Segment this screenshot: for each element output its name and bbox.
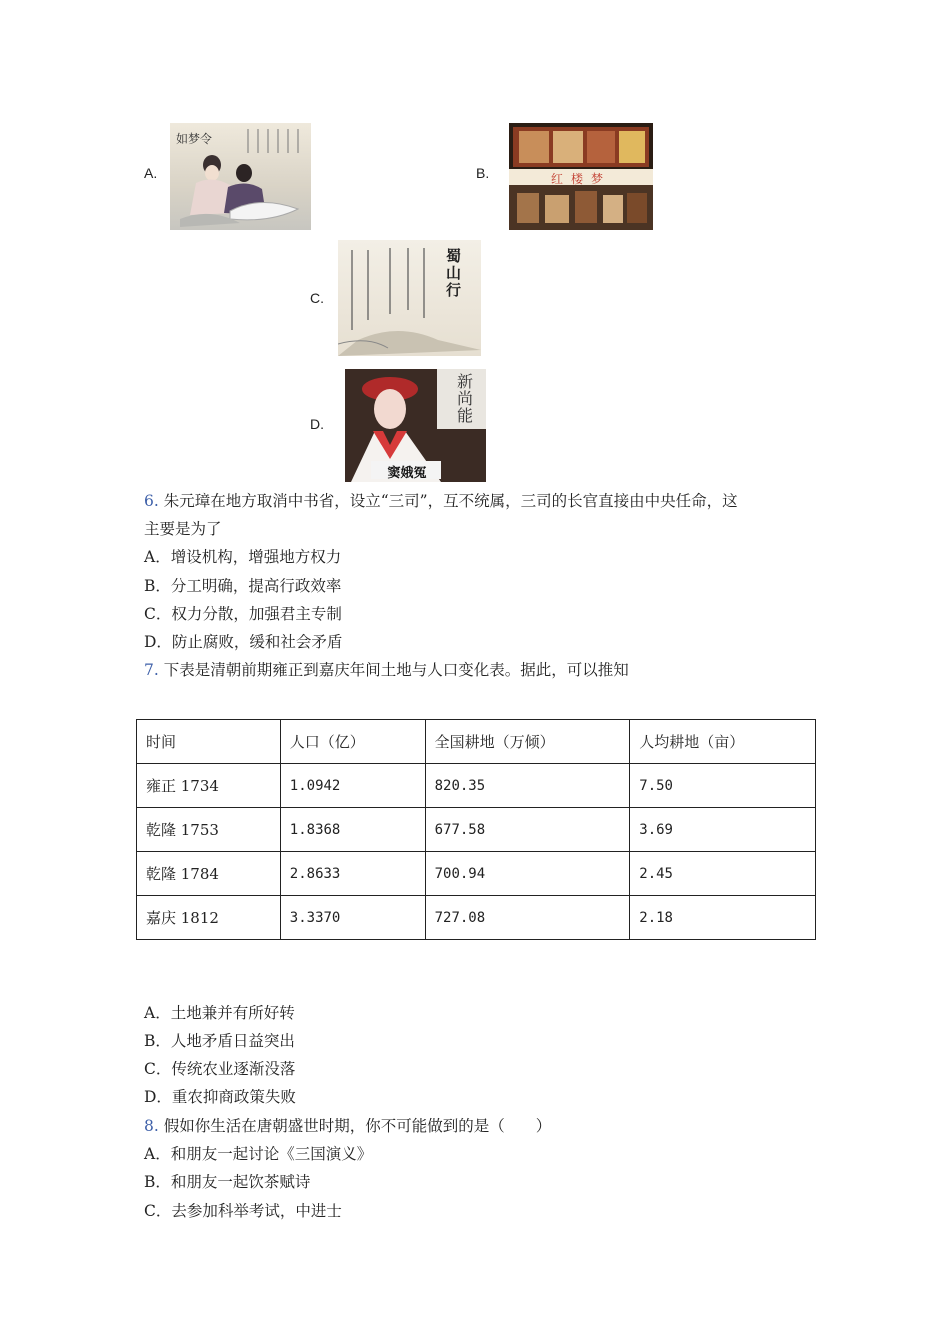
table-cell: 3.3370	[280, 896, 425, 940]
q8-option-a[interactable]: A．和朋友一起讨论《三国演义》	[144, 1145, 373, 1163]
table-header-cell: 全国耕地（万倾）	[425, 720, 630, 764]
table-row	[137, 896, 816, 940]
option-a-image	[170, 123, 311, 230]
option-b-image	[509, 123, 653, 230]
q8-stem	[144, 1115, 551, 1137]
option-a-label: A.	[144, 165, 158, 181]
q6-option-a[interactable]: A．增设机构，增强地方权力	[144, 548, 342, 566]
table-cell: 雍正 1734	[137, 764, 281, 808]
table-cell: 嘉庆 1812	[137, 896, 281, 940]
q7-number: 7.	[144, 661, 159, 679]
table-header-cell: 时间	[137, 720, 281, 764]
q6-option-b[interactable]: B．分工明确，提高行政效率	[144, 577, 342, 595]
table-cell: 700.94	[425, 852, 630, 896]
table-cell: 2.45	[630, 852, 816, 896]
table-row	[137, 808, 816, 852]
table-header-row	[137, 720, 816, 764]
table-cell: 2.18	[630, 896, 816, 940]
table-header-cell: 人口（亿）	[280, 720, 425, 764]
table-cell: 1.8368	[280, 808, 425, 852]
q7-option-c[interactable]: C．传统农业逐渐没落	[144, 1060, 296, 1078]
option-c-image	[338, 240, 481, 356]
q6-number: 6.	[144, 492, 159, 510]
table-cell: 677.58	[425, 808, 630, 852]
q6-option-c[interactable]: C．权力分散，加强君主专制	[144, 605, 342, 623]
q7-option-a[interactable]: A．土地兼并有所好转	[144, 1004, 295, 1022]
q7-stem-text: 下表是清朝前期雍正到嘉庆年间土地与人口变化表。据此，可以推知	[163, 661, 629, 679]
option-d-image-caption: 窦娥冤	[387, 466, 427, 481]
option-c-label: C.	[310, 290, 324, 306]
option-a-image-title-art: 如梦令	[176, 132, 213, 146]
option-d-image	[345, 369, 486, 482]
q6-stem-line2: 主要是为了	[144, 520, 222, 538]
table-cell: 乾隆 1784	[137, 852, 281, 896]
q8-number: 8.	[144, 1117, 159, 1135]
q7-option-b[interactable]: B．人地矛盾日益突出	[144, 1032, 295, 1050]
option-d-image-title: 新尚能	[457, 372, 474, 425]
table-row	[137, 852, 816, 896]
q6-stem-line1	[144, 490, 738, 512]
option-b-label: B.	[476, 165, 490, 181]
option-b-image-banner: 红楼梦	[550, 172, 611, 186]
q8-option-b[interactable]: B．和朋友一起饮茶赋诗	[144, 1173, 311, 1191]
option-c-image-title: 蜀山行	[446, 247, 462, 299]
population-land-table	[136, 719, 816, 940]
table-cell: 2.8633	[280, 852, 425, 896]
table-header-cell: 人均耕地（亩）	[630, 720, 816, 764]
table-cell: 727.08	[425, 896, 630, 940]
table-cell: 乾隆 1753	[137, 808, 281, 852]
q7-option-d[interactable]: D．重农抑商政策失败	[144, 1088, 296, 1106]
q6-option-d[interactable]: D．防止腐败，缓和社会矛盾	[144, 633, 343, 651]
option-d-label: D.	[310, 416, 324, 432]
table-cell: 7.50	[630, 764, 816, 808]
table-row	[137, 764, 816, 808]
table-cell: 1.0942	[280, 764, 425, 808]
q6-stem-text: 朱元璋在地方取消中书省，设立“三司”，互不统属，三司的长官直接由中央任命，这	[163, 492, 738, 510]
table-cell: 3.69	[630, 808, 816, 852]
q8-option-c[interactable]: C．去参加科举考试，中进士	[144, 1202, 342, 1220]
table-cell: 820.35	[425, 764, 630, 808]
q7-stem	[144, 659, 629, 681]
q8-stem-text: 假如你生活在唐朝盛世时期，你不可能做到的是（ ）	[163, 1117, 552, 1135]
